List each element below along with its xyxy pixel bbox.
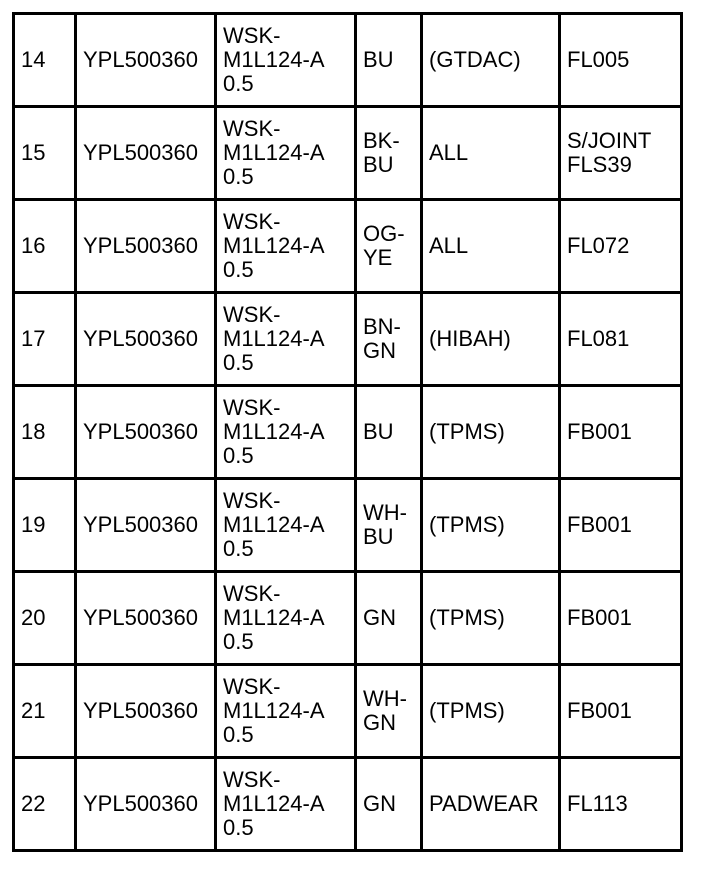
wire-spec-cell-line: M1L124-A bbox=[223, 47, 325, 72]
wire-spec-cell-line: WSK- bbox=[223, 23, 281, 48]
destination-cell-line: FB001 bbox=[567, 698, 632, 723]
wire-color-cell-line: BU bbox=[363, 152, 394, 177]
wire-spec-cell-line: 0.5 bbox=[223, 815, 254, 840]
wire-color-cell bbox=[356, 107, 422, 200]
wire-color-cell-line: GN bbox=[363, 791, 396, 816]
destination-cell bbox=[560, 14, 682, 107]
wire-color-cell bbox=[356, 665, 422, 758]
circuit-cell: (HIBAH) bbox=[422, 293, 560, 386]
row-number-cell: 21 bbox=[14, 665, 76, 758]
wire-spec-cell-line: WSK- bbox=[223, 488, 281, 513]
table-row bbox=[14, 758, 682, 851]
wire-spec-cell-line: 0.5 bbox=[223, 164, 254, 189]
wire-color-cell bbox=[356, 386, 422, 479]
table-row bbox=[14, 14, 682, 107]
part-number-cell: YPL500360 bbox=[76, 479, 216, 572]
destination-cell bbox=[560, 758, 682, 851]
destination-cell-line: FLS39 bbox=[567, 152, 632, 177]
destination-cell-line: S/JOINT bbox=[567, 128, 652, 153]
destination-cell bbox=[560, 572, 682, 665]
part-number-cell: YPL500360 bbox=[76, 200, 216, 293]
wire-color-cell bbox=[356, 758, 422, 851]
circuit-cell: ALL bbox=[422, 107, 560, 200]
wire-table bbox=[12, 12, 683, 852]
wire-color-cell-line: WH- bbox=[363, 500, 407, 525]
wire-color-cell-line: GN bbox=[363, 710, 396, 735]
wire-spec-cell-line: WSK- bbox=[223, 674, 281, 699]
wire-spec-cell-line: M1L124-A bbox=[223, 512, 325, 537]
wire-spec-cell-line: 0.5 bbox=[223, 536, 254, 561]
row-number-cell: 15 bbox=[14, 107, 76, 200]
wire-spec-cell bbox=[216, 14, 356, 107]
wire-color-cell bbox=[356, 293, 422, 386]
wire-spec-cell-line: WSK- bbox=[223, 302, 281, 327]
table-row bbox=[14, 386, 682, 479]
table-row bbox=[14, 107, 682, 200]
destination-cell bbox=[560, 200, 682, 293]
part-number-cell: YPL500360 bbox=[76, 758, 216, 851]
row-number-cell: 20 bbox=[14, 572, 76, 665]
wire-color-cell-line: BU bbox=[363, 419, 394, 444]
wire-spec-cell-line: 0.5 bbox=[223, 629, 254, 654]
wire-color-cell-line: GN bbox=[363, 605, 396, 630]
wire-spec-cell bbox=[216, 200, 356, 293]
wire-color-cell-line: WH- bbox=[363, 686, 407, 711]
row-number-cell: 18 bbox=[14, 386, 76, 479]
wire-spec-cell-line: M1L124-A bbox=[223, 698, 325, 723]
circuit-cell: (TPMS) bbox=[422, 386, 560, 479]
circuit-cell: (TPMS) bbox=[422, 665, 560, 758]
wire-spec-cell bbox=[216, 386, 356, 479]
part-number-cell: YPL500360 bbox=[76, 14, 216, 107]
destination-cell bbox=[560, 665, 682, 758]
wire-spec-cell bbox=[216, 758, 356, 851]
wire-spec-cell-line: WSK- bbox=[223, 767, 281, 792]
wire-spec-cell-line: 0.5 bbox=[223, 443, 254, 468]
circuit-cell: (GTDAC) bbox=[422, 14, 560, 107]
wire-spec-cell-line: M1L124-A bbox=[223, 791, 325, 816]
row-number-cell: 16 bbox=[14, 200, 76, 293]
wire-spec-cell bbox=[216, 665, 356, 758]
part-number-cell: YPL500360 bbox=[76, 665, 216, 758]
part-number-cell: YPL500360 bbox=[76, 107, 216, 200]
circuit-cell: (TPMS) bbox=[422, 572, 560, 665]
wire-color-cell bbox=[356, 479, 422, 572]
table-row bbox=[14, 293, 682, 386]
destination-cell bbox=[560, 107, 682, 200]
table-row bbox=[14, 479, 682, 572]
wire-spec-cell-line: M1L124-A bbox=[223, 326, 325, 351]
table-row bbox=[14, 572, 682, 665]
wire-color-cell bbox=[356, 572, 422, 665]
destination-cell-line: FB001 bbox=[567, 419, 632, 444]
wire-spec-cell-line: M1L124-A bbox=[223, 233, 325, 258]
wire-color-cell-line: BN- bbox=[363, 314, 401, 339]
wire-spec-cell-line: 0.5 bbox=[223, 350, 254, 375]
destination-cell-line: FL113 bbox=[567, 791, 628, 816]
wire-spec-cell-line: 0.5 bbox=[223, 257, 254, 282]
row-number-cell: 19 bbox=[14, 479, 76, 572]
wire-color-cell-line: YE bbox=[363, 245, 393, 270]
destination-cell-line: FL005 bbox=[567, 47, 630, 72]
destination-cell-line: FB001 bbox=[567, 512, 632, 537]
circuit-cell: PADWEAR bbox=[422, 758, 560, 851]
wire-color-cell bbox=[356, 200, 422, 293]
circuit-cell: (TPMS) bbox=[422, 479, 560, 572]
row-number-cell: 22 bbox=[14, 758, 76, 851]
destination-cell-line: FL081 bbox=[567, 326, 630, 351]
wire-color-cell-line: BU bbox=[363, 47, 394, 72]
wire-spec-cell-line: WSK- bbox=[223, 395, 281, 420]
wire-spec-cell-line: M1L124-A bbox=[223, 419, 325, 444]
wire-color-cell-line: GN bbox=[363, 338, 396, 363]
table-body bbox=[14, 14, 682, 851]
wire-spec-cell-line: 0.5 bbox=[223, 71, 254, 96]
wire-color-cell bbox=[356, 14, 422, 107]
table-row bbox=[14, 665, 682, 758]
circuit-cell: ALL bbox=[422, 200, 560, 293]
wire-spec-cell bbox=[216, 107, 356, 200]
destination-cell bbox=[560, 479, 682, 572]
wire-spec-cell-line: WSK- bbox=[223, 116, 281, 141]
wire-spec-cell-line: 0.5 bbox=[223, 722, 254, 747]
destination-cell bbox=[560, 293, 682, 386]
wire-spec-cell-line: WSK- bbox=[223, 581, 281, 606]
part-number-cell: YPL500360 bbox=[76, 293, 216, 386]
part-number-cell: YPL500360 bbox=[76, 572, 216, 665]
wire-spec-cell bbox=[216, 293, 356, 386]
wire-spec-cell-line: M1L124-A bbox=[223, 140, 325, 165]
destination-cell-line: FL072 bbox=[567, 233, 630, 258]
wire-spec-cell bbox=[216, 572, 356, 665]
destination-cell-line: FB001 bbox=[567, 605, 632, 630]
wire-color-cell-line: BK- bbox=[363, 128, 400, 153]
wire-spec-cell bbox=[216, 479, 356, 572]
wire-color-cell-line: OG- bbox=[363, 221, 405, 246]
wire-spec-cell-line: WSK- bbox=[223, 209, 281, 234]
part-number-cell: YPL500360 bbox=[76, 386, 216, 479]
row-number-cell: 14 bbox=[14, 14, 76, 107]
wire-spec-cell-line: M1L124-A bbox=[223, 605, 325, 630]
table-row bbox=[14, 200, 682, 293]
wire-color-cell-line: BU bbox=[363, 524, 394, 549]
destination-cell bbox=[560, 386, 682, 479]
row-number-cell: 17 bbox=[14, 293, 76, 386]
